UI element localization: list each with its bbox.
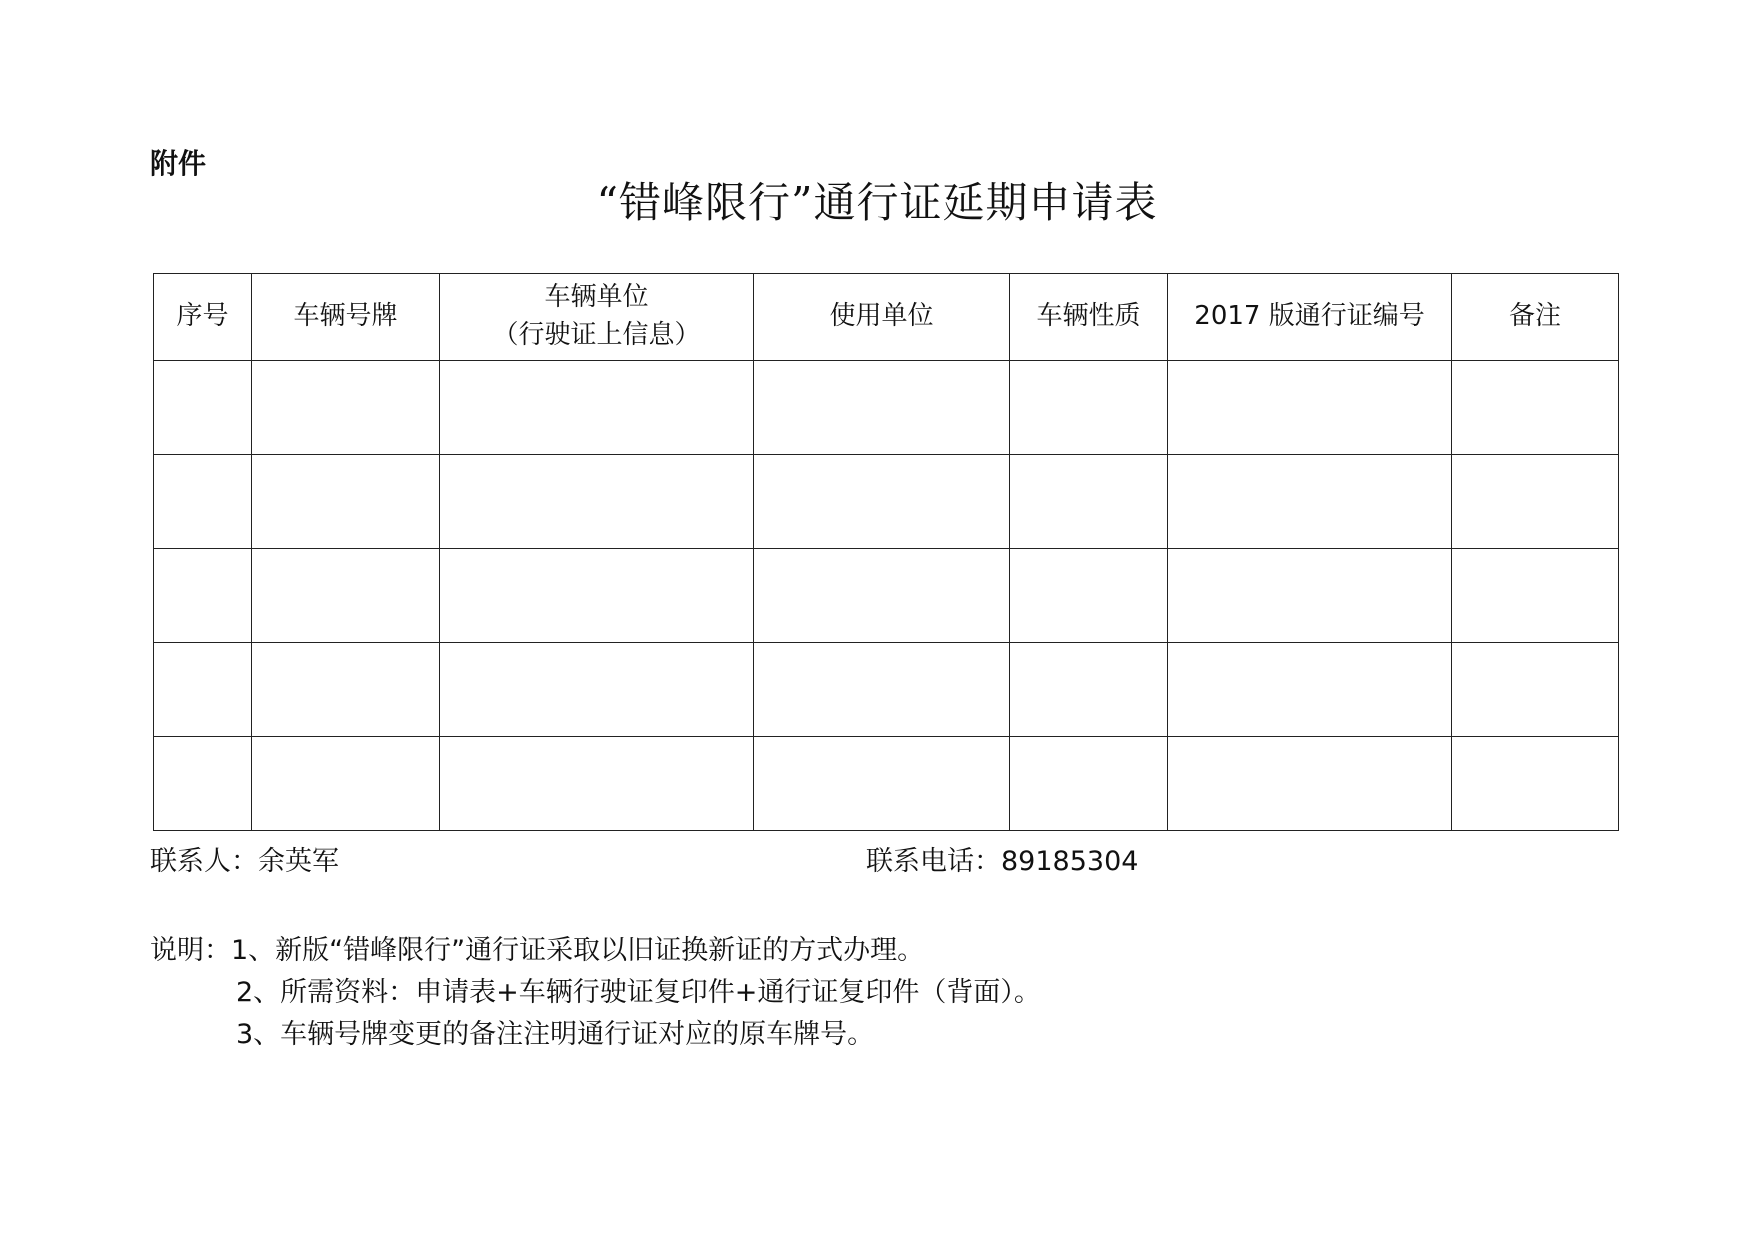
header-user-unit: 使用单位 [754, 274, 1010, 361]
table-cell[interactable] [1168, 737, 1452, 831]
contact-person-name: 余英军 [258, 846, 339, 877]
note-item [150, 972, 1041, 1014]
table-row [154, 549, 1619, 643]
contact-phone [866, 848, 1138, 875]
table-cell[interactable] [1168, 361, 1452, 455]
table-cell[interactable] [754, 643, 1010, 737]
table-cell[interactable] [754, 455, 1010, 549]
header-vehicle-owner-unit: 车辆单位 （行驶证上信息） [440, 274, 754, 361]
note-item [150, 930, 1041, 972]
table-cell[interactable] [1168, 455, 1452, 549]
table-cell[interactable] [1452, 455, 1619, 549]
table-cell[interactable] [154, 737, 252, 831]
document-title: “错峰限行”通行证延期申请表 [596, 178, 1158, 227]
table-cell[interactable] [252, 455, 440, 549]
table-row [154, 361, 1619, 455]
table-cell[interactable] [154, 549, 252, 643]
table-cell[interactable] [440, 361, 754, 455]
table-cell[interactable] [1168, 549, 1452, 643]
table-cell[interactable] [154, 643, 252, 737]
table-cell[interactable] [1452, 643, 1619, 737]
header-remarks: 备注 [1452, 274, 1619, 361]
table-cell[interactable] [154, 455, 252, 549]
table-cell[interactable] [440, 549, 754, 643]
contact-person-label: 联系人： [150, 846, 258, 877]
header-license-plate: 车辆号牌 [252, 274, 440, 361]
table-row [154, 643, 1619, 737]
note-item [150, 1014, 1041, 1056]
header-vehicle-nature: 车辆性质 [1010, 274, 1168, 361]
table-cell[interactable] [1452, 549, 1619, 643]
table-cell[interactable] [1452, 361, 1619, 455]
contact-person [150, 848, 339, 875]
attachment-label: 附件 [150, 147, 207, 180]
table-cell[interactable] [754, 549, 1010, 643]
header-pass-number: 2017 版通行证编号 [1168, 274, 1452, 361]
contact-phone-label: 联系电话： [866, 846, 1001, 877]
table-cell[interactable] [1168, 643, 1452, 737]
table-cell[interactable] [440, 643, 754, 737]
table-cell[interactable] [1010, 737, 1168, 831]
table-cell[interactable] [1452, 737, 1619, 831]
notes-section [150, 930, 1041, 1056]
table-cell[interactable] [440, 455, 754, 549]
table-cell[interactable] [1010, 549, 1168, 643]
table-cell[interactable] [252, 549, 440, 643]
table-cell[interactable] [440, 737, 754, 831]
note-text: 2、所需资料：申请表+车辆行驶证复印件+通行证复印件（背面）。 [236, 977, 1041, 1008]
table-cell[interactable] [252, 361, 440, 455]
note-text: 3、车辆号牌变更的备注注明通行证对应的原车牌号。 [236, 1019, 875, 1050]
table-row [154, 737, 1619, 831]
table-row [154, 455, 1619, 549]
note-text: 1、新版“错峰限行”通行证采取以旧证换新证的方式办理。 [231, 935, 925, 966]
table-cell[interactable] [154, 361, 252, 455]
application-table [153, 273, 1619, 831]
table-header-row [154, 274, 1619, 361]
table-cell[interactable] [1010, 361, 1168, 455]
table-cell[interactable] [754, 737, 1010, 831]
header-serial-number: 序号 [154, 274, 252, 361]
table-body [154, 361, 1619, 831]
contact-phone-number: 89185304 [1001, 846, 1139, 877]
notes-prefix: 说明： [150, 935, 231, 966]
table-cell[interactable] [1010, 643, 1168, 737]
table-cell[interactable] [252, 643, 440, 737]
table-cell[interactable] [252, 737, 440, 831]
table-cell[interactable] [754, 361, 1010, 455]
table-cell[interactable] [1010, 455, 1168, 549]
